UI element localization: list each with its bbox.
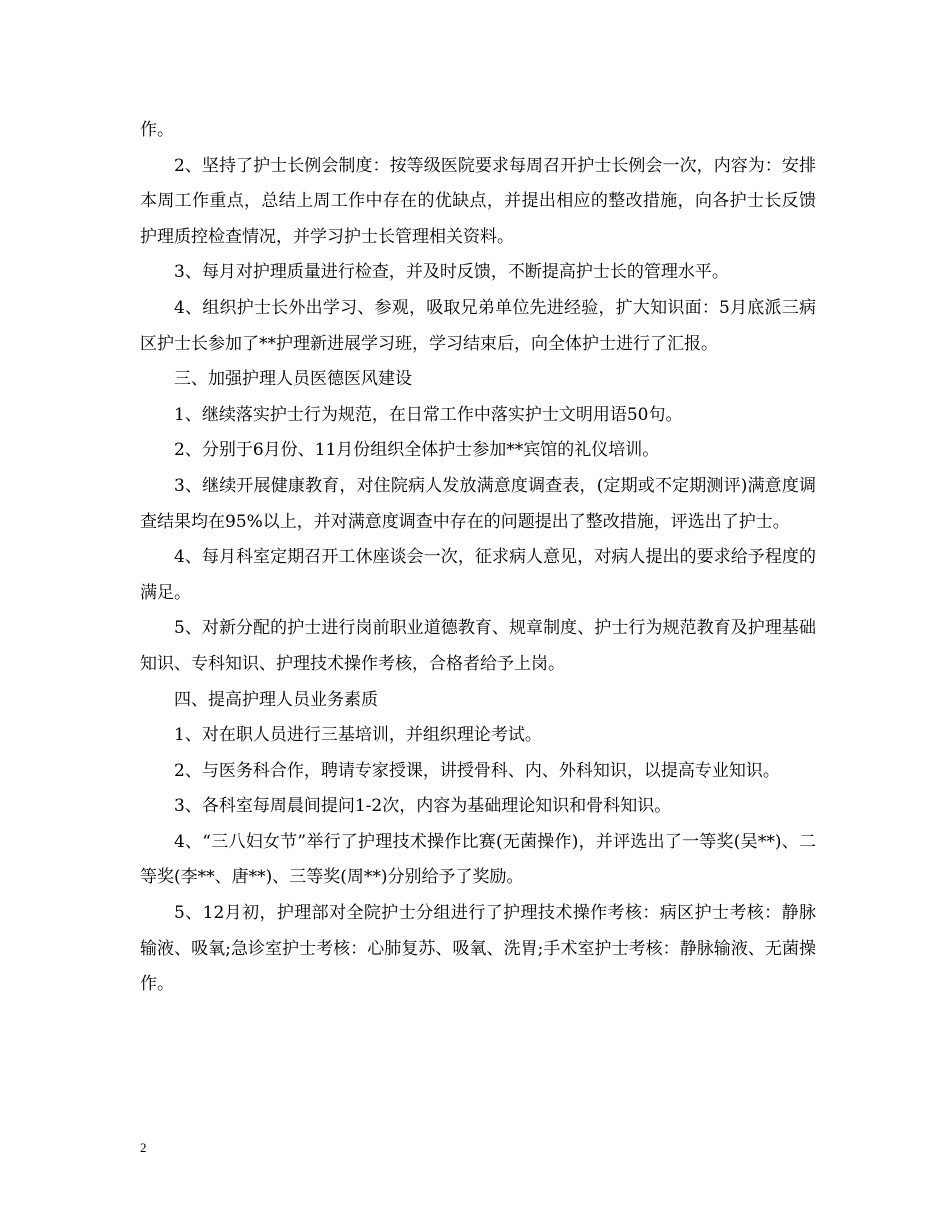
paragraph-9: 4、每月科室定期召开工休座谈会一次，征求病人意见，对病人提出的要求给予程度的满足。 — [140, 547, 816, 603]
section-heading-3: 三、加强护理人员医德医风建设 — [174, 369, 412, 390]
document-body — [140, 113, 816, 1003]
paragraph-14: 3、各科室每周晨间提问1-2次，内容为基础理论知识和骨科知识。 — [174, 796, 672, 817]
paragraph-7: 2、分别于6月份、11月份组织全体护士参加**宾馆的礼仪培训。 — [174, 440, 660, 461]
paragraph-6: 1、继续落实护士行为规范，在日常工作中落实护士文明用语50句。 — [174, 404, 683, 425]
page-number: 2 — [140, 1140, 147, 1155]
paragraph-12: 1、对在职人员进行三基培训，并组织理论考试。 — [174, 725, 542, 746]
section-heading-4: 四、提高护理人员业务素质 — [174, 689, 378, 710]
paragraph-16: 5、12月初，护理部对全院护士分组进行了护理技术操作考核：病区护士考核：静脉输液、吸氧;急诊室护士考核：心肺复苏、吸氧、洗胃;手术室护士考核：静脉输液、无菌操作。 — [140, 903, 816, 995]
paragraph-2: 2、坚持了护士长例会制度：按等级医院要求每周召开护士长例会一次，内容为：安排本周工作重点，总结上周工作中存在的优缺点，并提出相应的整改措施，向各护士长反馈护理质控检查情况，并学习护士长管理相关资料。 — [140, 155, 816, 247]
paragraph-10: 5、对新分配的护士进行岗前职业道德教育、规章制度、护士行为规范教育及护理基础知识、专科知识、护理技术操作考核，合格者给予上岗。 — [140, 618, 816, 674]
paragraph-8: 3、继续开展健康教育，对住院病人发放满意度调查表，(定期或不定期测评)满意度调查结果均在95%以上，并对满意度调查中存在的问题提出了整改措施，评选出了护士。 — [140, 475, 816, 532]
paragraph-15: 4、“三八妇女节”举行了护理技术操作比赛(无菌操作)，并评选出了一等奖(吴**)、二等奖(李**、唐**)、三等奖(周**)分别给予了奖励。 — [140, 831, 816, 888]
paragraph-4: 4、组织护士长外出学习、参观，吸取兄弟单位先进经验，扩大知识面：5月底派三病区护士长参加了**护理新进展学习班，学习结束后，向全体护士进行了汇报。 — [140, 297, 816, 354]
paragraph-3: 3、每月对护理质量进行检查，并及时反馈，不断提高护士长的管理水平。 — [174, 262, 729, 283]
paragraph-1: 作。 — [140, 120, 174, 140]
paragraph-13: 2、与医务科合作，聘请专家授课，讲授骨科、内、外科知识，以提高专业知识。 — [174, 760, 780, 781]
